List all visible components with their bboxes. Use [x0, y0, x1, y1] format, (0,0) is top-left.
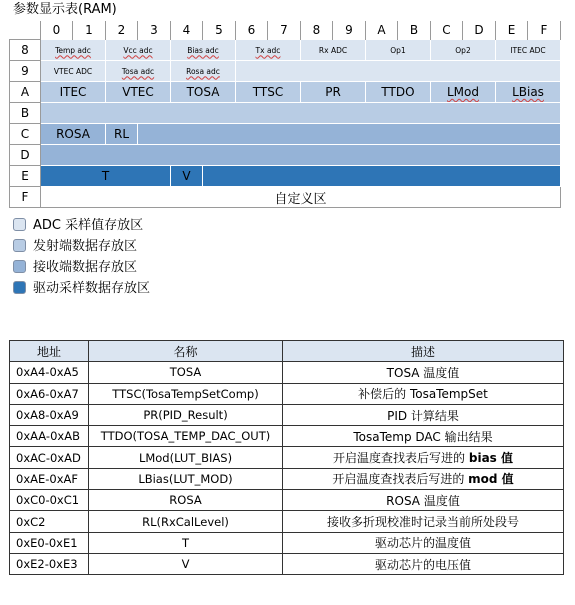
legend-swatch — [13, 239, 26, 252]
address-cell: 0xA4-0xA5 — [10, 362, 89, 383]
name-cell: T — [89, 532, 283, 553]
address-cell: 0xC0-0xC1 — [10, 490, 89, 511]
column-header: 5 — [203, 21, 236, 40]
ram-cell: 自定义区 — [41, 187, 561, 208]
table-header-row — [10, 341, 564, 362]
name-cell: LBias(LUT_MOD) — [89, 468, 283, 489]
description-cell: 开启温度查找表后写进的 mod 值 — [283, 468, 564, 489]
ram-cell: RL — [106, 124, 138, 145]
table-row — [10, 490, 564, 511]
ram-parameter-table — [9, 21, 561, 208]
column-header: A — [366, 21, 398, 40]
address-cell: 0xAE-0xAF — [10, 468, 89, 489]
name-cell: ROSA — [89, 490, 283, 511]
column-header: 8 — [301, 21, 333, 40]
ram-cell: V — [171, 166, 203, 187]
row-label: 9 — [10, 61, 41, 82]
column-header: 描述 — [283, 341, 564, 362]
name-cell: PR(PID_Result) — [89, 404, 283, 425]
ram-cell: ITEC ADC — [496, 40, 561, 61]
ram-row-8 — [10, 40, 561, 61]
ram-cell: LBias — [496, 82, 561, 103]
column-header: 0 — [41, 21, 73, 40]
ram-cell: ROSA — [41, 124, 106, 145]
legend-label: 接收端数据存放区 — [33, 260, 138, 275]
column-header: E — [496, 21, 528, 40]
ram-cell — [236, 61, 561, 82]
column-header: 2 — [106, 21, 138, 40]
description-cell: 补偿后的 TosaTempSet — [283, 383, 564, 404]
column-header: C — [431, 21, 463, 40]
ram-cell: Rosa adc — [171, 61, 236, 82]
ram-cell: Tosa adc — [106, 61, 171, 82]
column-header: F — [528, 21, 561, 40]
ram-row-C — [10, 124, 561, 145]
column-header: 地址 — [10, 341, 89, 362]
description-cell: 驱动芯片的电压值 — [283, 553, 564, 574]
row-label: A — [10, 82, 41, 103]
ram-cell: VTEC ADC — [41, 61, 106, 82]
ram-cell: Bias adc — [171, 40, 236, 61]
name-cell: TOSA — [89, 362, 283, 383]
column-header: 4 — [171, 21, 203, 40]
name-cell: TTSC(TosaTempSetComp) — [89, 383, 283, 404]
ram-cell: PR — [301, 82, 366, 103]
legend-item — [13, 257, 150, 278]
ram-row-E — [10, 166, 561, 187]
column-header: 名称 — [89, 341, 283, 362]
address-cell: 0xE0-0xE1 — [10, 532, 89, 553]
address-cell: 0xA6-0xA7 — [10, 383, 89, 404]
table-row — [10, 383, 564, 404]
row-label: D — [10, 145, 41, 166]
name-cell: LMod(LUT_BIAS) — [89, 447, 283, 468]
corner-cell — [10, 21, 41, 40]
ram-cell: LMod — [431, 82, 496, 103]
legend-item — [13, 215, 150, 236]
column-header: 7 — [268, 21, 301, 40]
ram-cell: VTEC — [106, 82, 171, 103]
description-cell: TOSA 温度值 — [283, 362, 564, 383]
legend — [13, 215, 150, 299]
name-cell: TTDO(TOSA_TEMP_DAC_OUT) — [89, 426, 283, 447]
table-row — [10, 447, 564, 468]
ram-cell: Temp adc — [41, 40, 106, 61]
row-label: F — [10, 187, 41, 208]
ram-row-9 — [10, 61, 561, 82]
legend-item — [13, 278, 150, 299]
column-header: 3 — [138, 21, 171, 40]
page-title: 参数显示表(RAM) — [13, 2, 117, 17]
ram-cell: Tx adc — [236, 40, 301, 61]
ram-cell: ITEC — [41, 82, 106, 103]
ram-row-D — [10, 145, 561, 166]
table-row — [10, 553, 564, 574]
ram-cell: Op2 — [431, 40, 496, 61]
legend-swatch — [13, 218, 26, 231]
ram-cell — [203, 166, 561, 187]
legend-label: ADC 采样值存放区 — [33, 218, 144, 233]
description-cell: ROSA 温度值 — [283, 490, 564, 511]
address-cell: 0xAA-0xAB — [10, 426, 89, 447]
ram-cell: T — [41, 166, 171, 187]
table-row — [10, 468, 564, 489]
ram-cell: TOSA — [171, 82, 236, 103]
address-cell: 0xAC-0xAD — [10, 447, 89, 468]
ram-cell — [41, 103, 561, 124]
row-label: E — [10, 166, 41, 187]
description-cell: TosaTemp DAC 输出结果 — [283, 426, 564, 447]
column-header: 1 — [73, 21, 106, 40]
name-cell: V — [89, 553, 283, 574]
ram-cell: Op1 — [366, 40, 431, 61]
description-cell: 驱动芯片的温度值 — [283, 532, 564, 553]
column-header: D — [463, 21, 496, 40]
legend-swatch — [13, 260, 26, 273]
legend-label: 驱动采样数据存放区 — [33, 281, 151, 296]
legend-swatch — [13, 281, 26, 294]
description-cell: PID 计算结果 — [283, 404, 564, 425]
ram-row-B — [10, 103, 561, 124]
row-label: B — [10, 103, 41, 124]
description-cell: 开启温度查找表后写进的 bias 值 — [283, 447, 564, 468]
column-header: B — [398, 21, 431, 40]
table-row — [10, 404, 564, 425]
ram-cell: Rx ADC — [301, 40, 366, 61]
ram-cell — [41, 145, 561, 166]
ram-cell: TTSC — [236, 82, 301, 103]
ram-cell — [138, 124, 561, 145]
table-row — [10, 511, 564, 532]
column-header: 9 — [333, 21, 366, 40]
address-cell: 0xA8-0xA9 — [10, 404, 89, 425]
ram-row-F — [10, 187, 561, 208]
row-label: C — [10, 124, 41, 145]
legend-item — [13, 236, 150, 257]
description-cell: 接收多折现校准时记录当前所处段号 — [283, 511, 564, 532]
row-label: 8 — [10, 40, 41, 61]
address-description-table — [9, 340, 564, 575]
ram-row-A — [10, 82, 561, 103]
address-cell: 0xE2-0xE3 — [10, 553, 89, 574]
column-header-row — [10, 21, 561, 40]
table-row — [10, 426, 564, 447]
table-row — [10, 532, 564, 553]
ram-cell: Vcc adc — [106, 40, 171, 61]
legend-label: 发射端数据存放区 — [33, 239, 138, 254]
table-row — [10, 362, 564, 383]
address-cell: 0xC2 — [10, 511, 89, 532]
ram-cell: TTDO — [366, 82, 431, 103]
column-header: 6 — [236, 21, 268, 40]
name-cell: RL(RxCalLevel) — [89, 511, 283, 532]
